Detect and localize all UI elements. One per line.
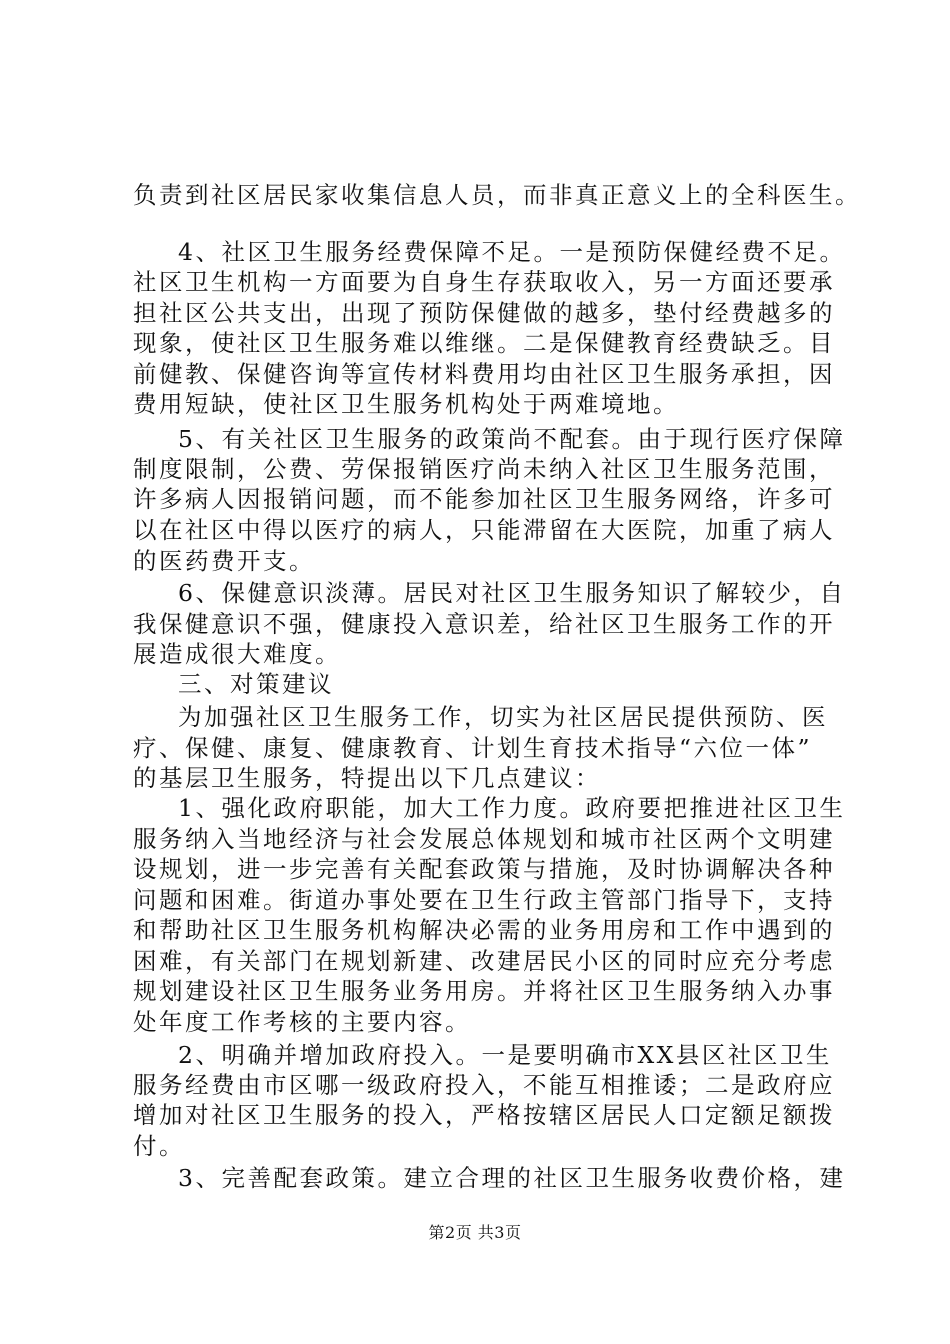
text-line: 处年度工作考核的主要内容。	[133, 1008, 471, 1036]
text-line: 制度限制，公费、劳保报销医疗尚未纳入社区卫生服务范围，	[133, 455, 835, 483]
text-line: 增加对社区卫生服务的投入，严格按辖区居民人口定额足额拨	[133, 1101, 835, 1129]
text-line: 设规划，进一步完善有关配套政策与措施，及时协调解决各种	[133, 855, 835, 883]
text-line: 疗、保健、康复、健康教育、计划生育技术指导“六位一体”	[133, 734, 813, 762]
text-line: 4、社区卫生服务经费保障不足。一是预防保健经费不足。	[178, 238, 846, 266]
text-line: 负责到社区居民家收集信息人员，而非真正意义上的全科医生。	[133, 181, 861, 209]
text-line: 问题和困难。街道办事处要在卫生行政主管部门指导下，支持	[133, 886, 835, 914]
text-line: 2、明确并增加政府投入。一是要明确市XX县区社区卫生	[178, 1041, 832, 1069]
text-line: 6、保健意识淡薄。居民对社区卫生服务知识了解较少，自	[178, 579, 846, 607]
text-line: 以在社区中得以医疗的病人，只能滞留在大医院，加重了病人	[133, 516, 835, 544]
text-line: 前健教、保健咨询等宣传材料费用均由社区卫生服务承担，因	[133, 360, 835, 388]
text-line: 3、完善配套政策。建立合理的社区卫生服务收费价格，建	[178, 1164, 846, 1192]
section-heading: 三、对策建议	[178, 670, 334, 698]
text-line: 的基层卫生服务，特提出以下几点建议：	[133, 764, 601, 792]
text-line: 现象，使社区卫生服务难以维继。二是保健教育经费缺乏。目	[133, 329, 835, 357]
text-line: 付。	[133, 1132, 185, 1160]
text-line: 1、强化政府职能，加大工作力度。政府要把推进社区卫生	[178, 794, 846, 822]
text-line: 担社区公共支出，出现了预防保健做的越多，垫付经费越多的	[133, 299, 835, 327]
text-line: 服务经费由市区哪一级政府投入，不能互相推诿；二是政府应	[133, 1071, 835, 1099]
text-line: 规划建设社区卫生服务业务用房。并将社区卫生服务纳入办事	[133, 977, 835, 1005]
text-line: 展造成很大难度。	[133, 640, 341, 668]
text-line: 费用短缺，使社区卫生服务机构处于两难境地。	[133, 390, 679, 418]
text-line: 困难，有关部门在规划新建、改建居民小区的同时应充分考虑	[133, 947, 835, 975]
text-line: 为加强社区卫生服务工作，切实为社区居民提供预防、医	[178, 703, 828, 731]
text-line: 社区卫生机构一方面要为自身生存获取收入，另一方面还要承	[133, 268, 835, 296]
text-line: 的医药费开支。	[133, 547, 315, 575]
text-line: 许多病人因报销问题，而不能参加社区卫生服务网络，许多可	[133, 485, 835, 513]
text-line: 和帮助社区卫生服务机构解决必需的业务用房和工作中遇到的	[133, 916, 835, 944]
text-line: 我保健意识不强，健康投入意识差，给社区卫生服务工作的开	[133, 610, 835, 638]
text-line: 5、有关社区卫生服务的政策尚不配套。由于现行医疗保障	[178, 425, 846, 453]
text-line: 服务纳入当地经济与社会发展总体规划和城市社区两个文明建	[133, 825, 835, 853]
page-footer: 第2页 共3页	[428, 1223, 522, 1242]
